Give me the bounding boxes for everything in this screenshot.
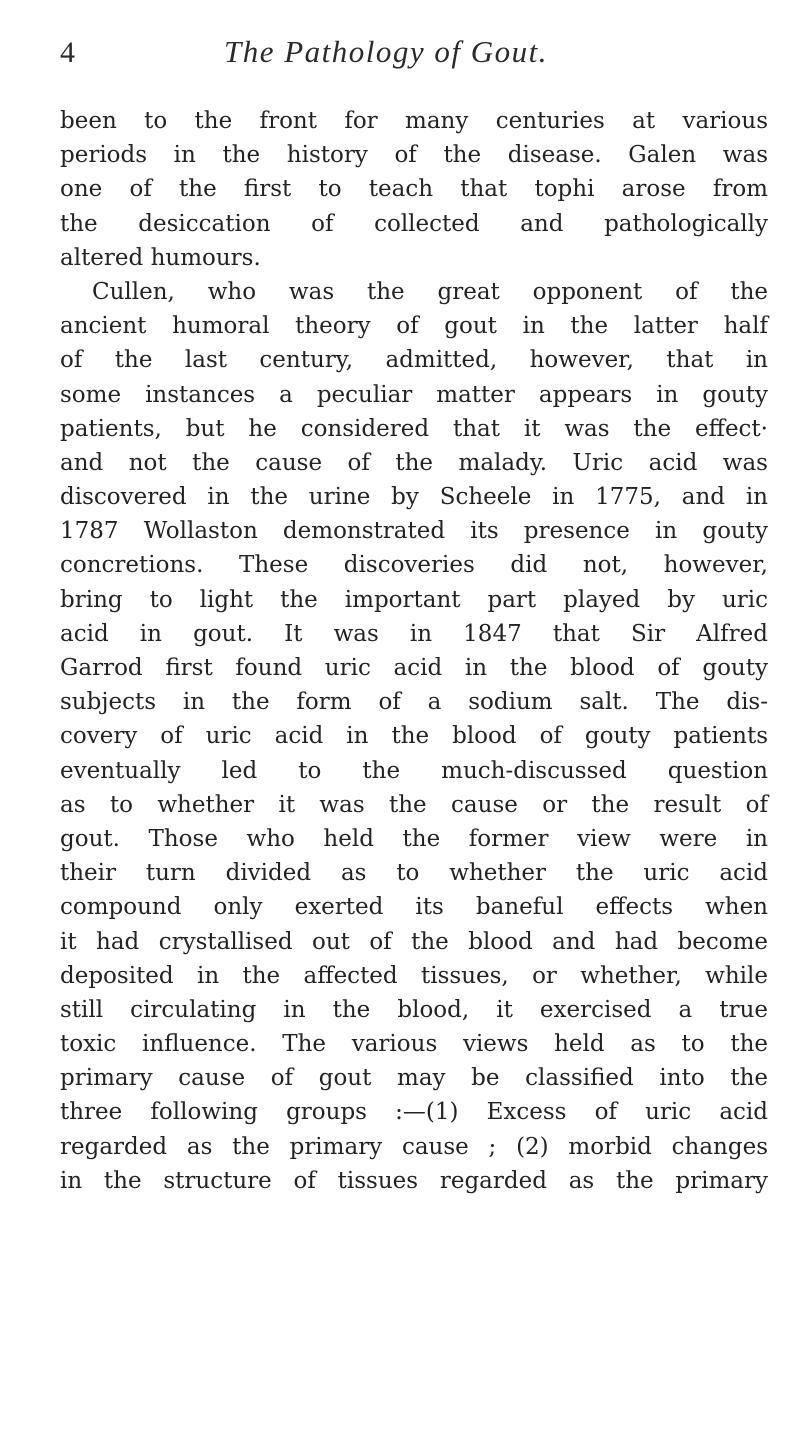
text-line: regarded as the primary cause ; (2) morbid changes (60, 1133, 768, 1160)
text-line: bring to light the important part played by uric (60, 586, 768, 613)
text-line: primary cause of gout may be classified into the (60, 1065, 768, 1092)
text-line: their turn divided as to whether the uric acid (60, 860, 768, 887)
text-line: it had crystallised out of the blood and had become (60, 928, 768, 955)
text-line: covery of uric acid in the blood of gouty patients (60, 723, 768, 750)
text-line: one of the first to teach that tophi arose from (60, 176, 768, 203)
text-line: compound only exerted its baneful effects when (60, 894, 768, 921)
text-line: altered humours. (60, 244, 261, 271)
running-title: The Pathology of Gout. (224, 34, 549, 69)
text-line: ancient humoral theory of gout in the latter half (60, 313, 768, 340)
text-line: and not the cause of the malady. Uric acid was (60, 449, 768, 476)
text-line: gout. Those who held the former view were in (60, 825, 768, 852)
body-text (60, 104, 768, 1198)
text-line: 1787 Wollaston demonstrated its presence in gouty (60, 518, 768, 545)
text-line: the desiccation of collected and pathologically (60, 210, 768, 237)
text-line: periods in the history of the disease. Galen was (60, 142, 768, 169)
text-line: acid in gout. It was in 1847 that Sir Alfred (60, 620, 768, 647)
page-number: 4 (60, 36, 75, 69)
text-line: three following groups :—(1) Excess of uric acid (60, 1099, 768, 1126)
text-line: been to the front for many centuries at various (60, 108, 768, 134)
text-line: in the structure of tissues regarded as the primary (60, 1167, 768, 1194)
text-line: deposited in the affected tissues, or whether, while (60, 962, 768, 989)
text-line: Cullen, who was the great opponent of the (92, 278, 768, 305)
page-header (60, 34, 760, 78)
text-line: discovered in the urine by Scheele in 1775, and in (60, 484, 768, 511)
text-line: eventually led to the much-discussed question (60, 757, 768, 784)
text-line: still circulating in the blood, it exercised a true (60, 996, 768, 1023)
text-line: toxic influence. The various views held as to the (60, 1031, 768, 1058)
text-line: Garrod first found uric acid in the blood of gouty (60, 655, 768, 681)
text-line: concretions. These discoveries did not, however, (60, 552, 768, 579)
text-line: some instances a peculiar matter appears in gouty (60, 381, 768, 408)
text-line: as to whether it was the cause or the result of (60, 791, 768, 818)
text-line: of the last century, admitted, however, that in (60, 347, 768, 374)
text-line: patients, but he considered that it was the effect· (60, 415, 768, 442)
text-line: subjects in the form of a sodium salt. The dis- (60, 689, 768, 716)
